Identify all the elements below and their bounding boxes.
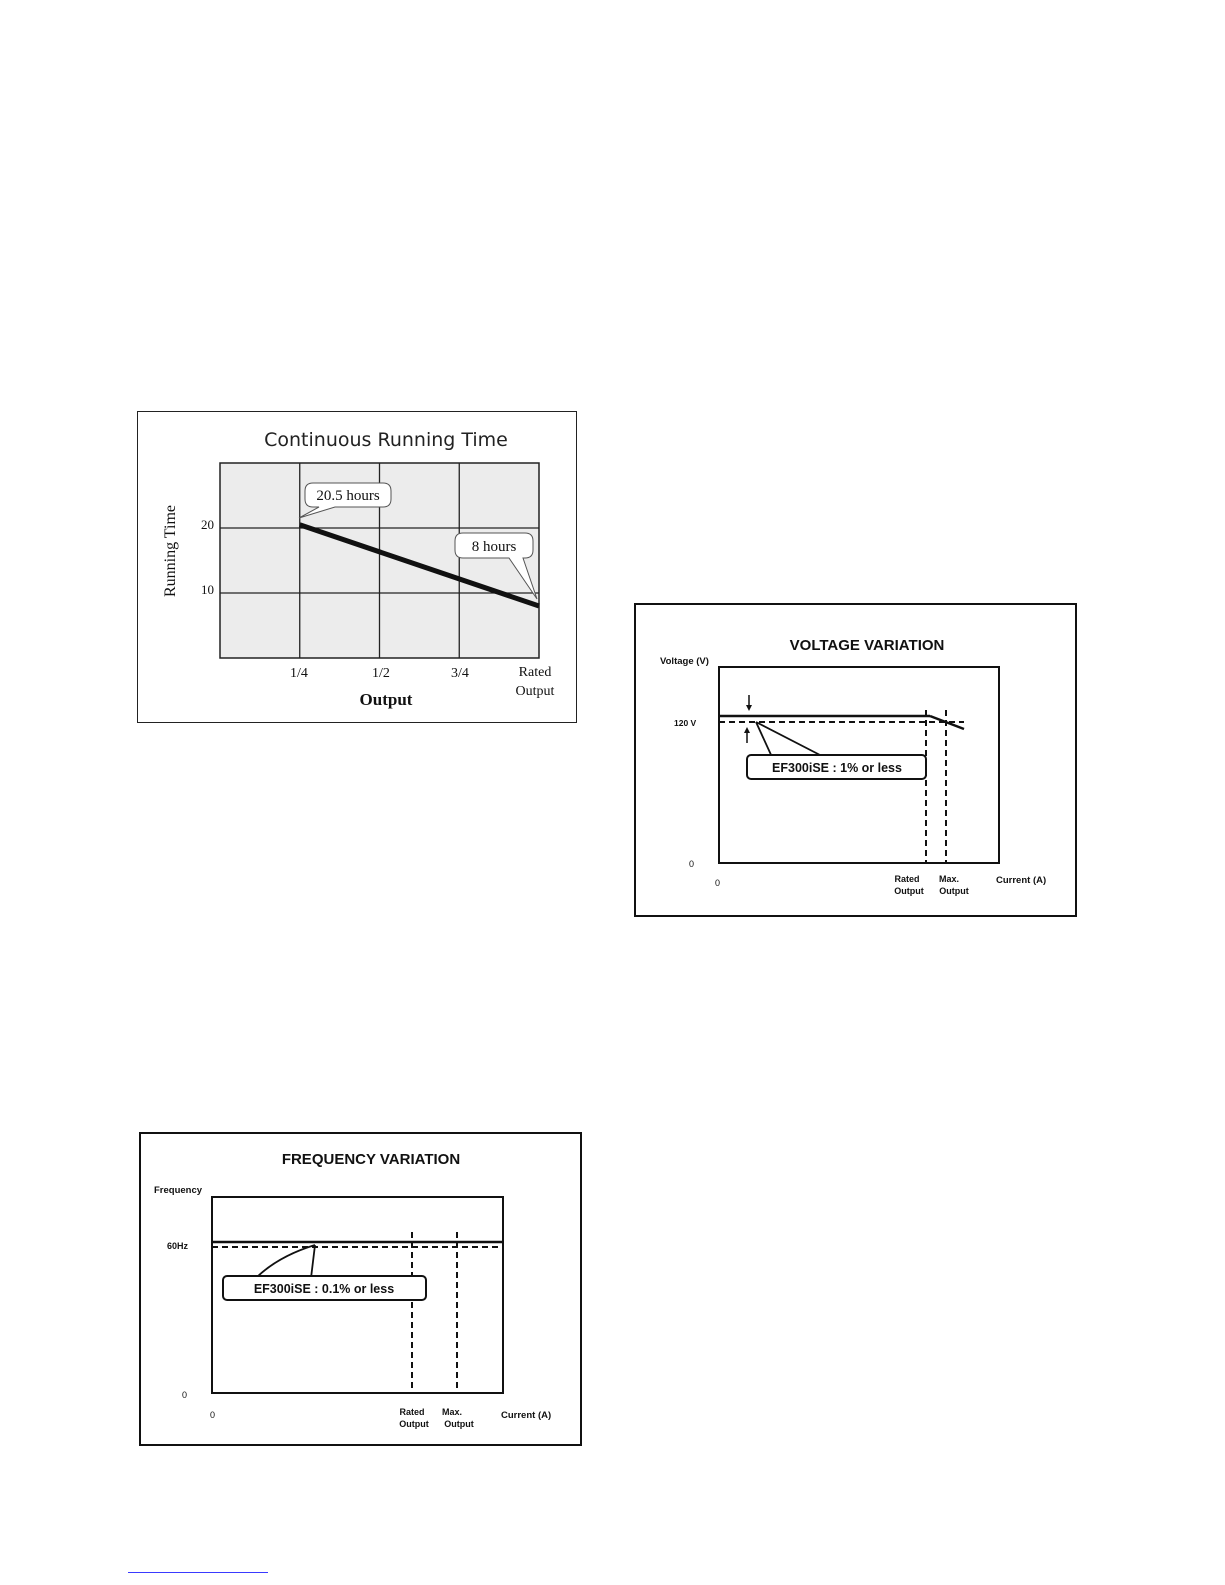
max-output-label: Output — [444, 1419, 474, 1429]
y-tick-label: 120 V — [674, 718, 697, 728]
rated-output-label: Rated — [399, 1407, 425, 1417]
y-axis-label: Frequency — [154, 1185, 203, 1196]
x-zero-label: 0 — [210, 1410, 216, 1420]
chart-title: Continuous Running Time — [264, 429, 508, 451]
y-axis-label: Voltage (V) — [660, 656, 709, 667]
callout-start-label: 20.5 hours — [316, 488, 380, 504]
x-axis-label: Output — [359, 690, 413, 709]
running-time-chart — [137, 411, 577, 723]
max-output-label: Output — [939, 886, 969, 896]
callout-label: EF300iSE : 0.1% or less — [253, 1282, 395, 1296]
y-axis-label: Running Time — [162, 504, 179, 598]
x-zero-label: 0 — [715, 878, 721, 888]
x-tick-label: 3/4 — [451, 666, 469, 681]
x-axis-label: Current (A) — [501, 1410, 552, 1421]
x-axis-label: Current (A) — [996, 875, 1047, 886]
y-tick-label: 20 — [201, 517, 214, 532]
x-tick-label: 1/4 — [290, 666, 308, 681]
max-output-label: Max. — [441, 1407, 463, 1417]
voltage-variation-chart — [634, 603, 1077, 917]
x-tick-label: Rated — [518, 665, 552, 680]
rated-output-label: Output — [894, 886, 924, 896]
footer-rule — [128, 1572, 268, 1573]
max-output-label: Max. — [938, 874, 960, 884]
y-zero-label: 0 — [689, 859, 695, 869]
chart-title: FREQUENCY VARIATION — [281, 1151, 461, 1168]
voltage-variation-chart-panel — [634, 603, 1077, 917]
y-tick-label: 10 — [201, 582, 214, 597]
callout-end-label: 8 hours — [471, 539, 517, 555]
rated-output-label: Output — [399, 1419, 429, 1429]
x-tick-label: Output — [515, 684, 555, 699]
chart-title: VOLTAGE VARIATION — [789, 637, 945, 654]
y-tick-label: 60Hz — [167, 1241, 189, 1251]
running-time-chart-panel — [137, 411, 577, 723]
frequency-variation-chart — [139, 1132, 582, 1446]
x-tick-label: 1/2 — [372, 666, 390, 681]
callout-label: EF300iSE : 1% or less — [772, 761, 902, 775]
frequency-variation-chart-panel — [139, 1132, 582, 1446]
rated-output-label: Rated — [894, 874, 920, 884]
y-zero-label: 0 — [182, 1390, 188, 1400]
